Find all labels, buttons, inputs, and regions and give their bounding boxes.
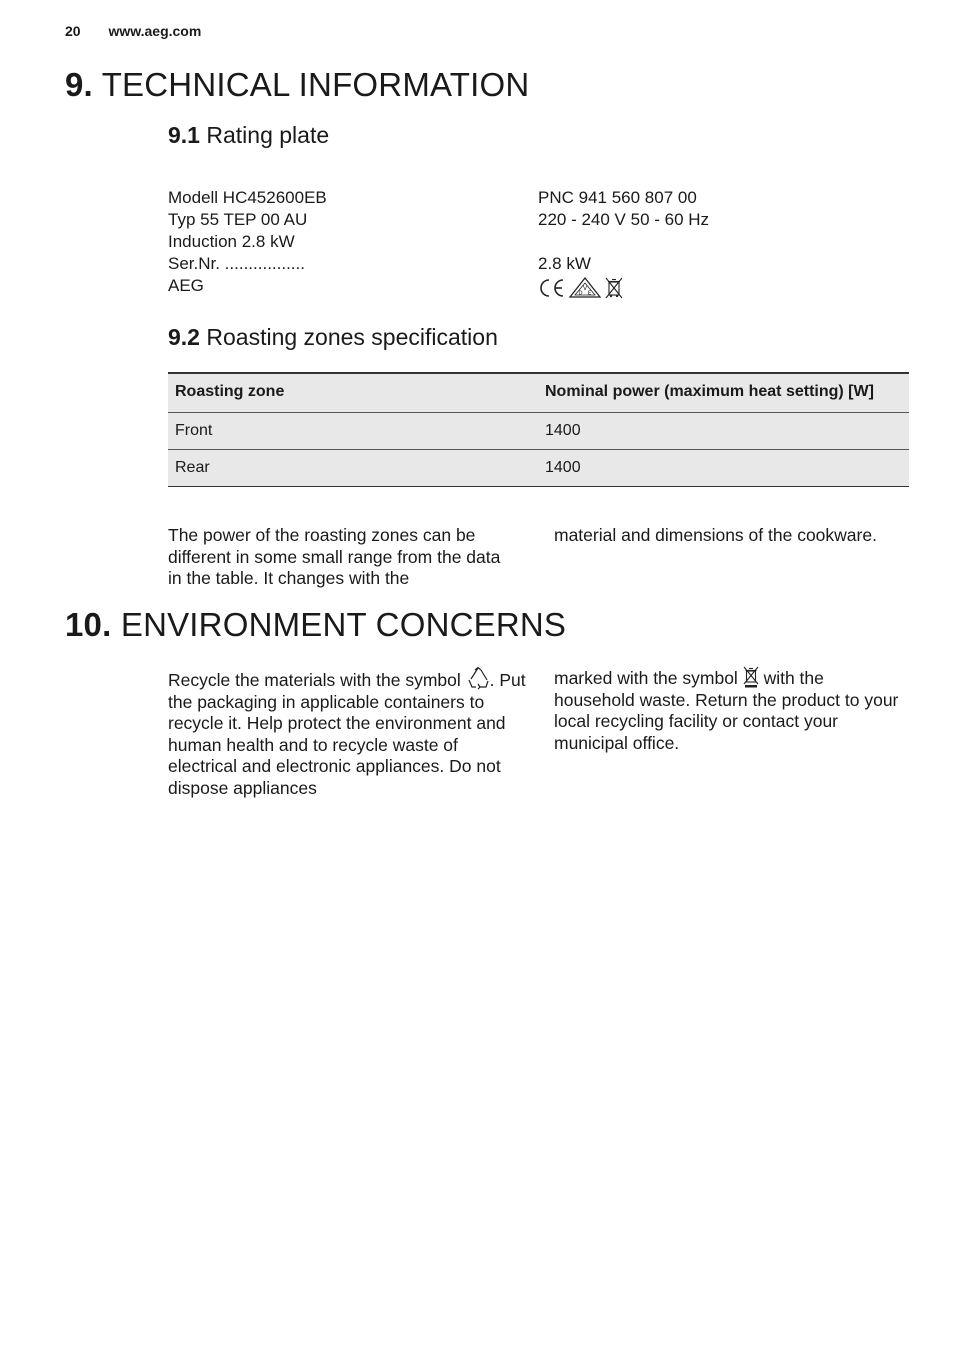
website-link[interactable]: www.aeg.com (108, 23, 202, 39)
svg-text:D: D (578, 290, 583, 297)
rating-plate-model: Modell HC452600EB (168, 188, 327, 207)
certification-marks (538, 277, 709, 299)
section-number: 10. (65, 606, 112, 643)
power-cell: 1400 (538, 413, 909, 450)
rating-plate-brand: AEG (168, 276, 204, 295)
zone-cell: Rear (168, 450, 538, 487)
section-title-technical (65, 66, 529, 104)
rating-plate-induction: Induction 2.8 kW (168, 232, 295, 251)
table-row (168, 413, 909, 450)
section-title-environment (65, 606, 566, 644)
rating-plate-serial: Ser.Nr. ................. (168, 254, 305, 273)
subsection-number: 9.2 (168, 324, 200, 350)
environment-text-right (554, 666, 904, 754)
page-header (65, 23, 201, 39)
environment-text-part: . Put the packaging in applicable containers to recycle it. Help protect the environment and human health and to recycle waste of electrical and electronic appliances. Do not dispose appliances (168, 670, 526, 798)
column-header-zone: Roasting zone (168, 373, 538, 413)
weee-bin-icon (604, 277, 624, 299)
environment-text-left (168, 666, 528, 800)
environment-text-part: with the household waste. Return the product to your local recycling facility or contact your municipal office. (554, 668, 899, 753)
recycle-icon (466, 666, 490, 690)
section-number: 9. (65, 66, 93, 103)
section-heading: TECHNICAL INFORMATION (101, 66, 530, 103)
subsection-number: 9.1 (168, 122, 200, 148)
rating-plate-pnc: PNC 941 560 807 00 (538, 188, 697, 207)
table-row (168, 450, 909, 487)
environment-text-part: marked with the symbol (554, 668, 738, 688)
svg-text:E: E (587, 290, 592, 297)
environment-text-part: Recycle the materials with the symbol (168, 670, 461, 690)
power-cell: 1400 (538, 450, 909, 487)
table-header-row (168, 373, 909, 413)
rating-plate-power: 2.8 kW (538, 254, 591, 273)
ce-mark-icon (538, 277, 566, 299)
rating-plate-voltage: 220 - 240 V 50 - 60 Hz (538, 210, 710, 229)
rating-plate-type: Typ 55 TEP 00 AU (168, 210, 308, 229)
subsection-title-roasting (168, 324, 498, 351)
roasting-note-right: material and dimensions of the cookware. (554, 525, 877, 545)
page-number: 20 (65, 23, 81, 39)
rating-plate-right-column (538, 187, 709, 299)
rating-plate-blank (538, 231, 709, 253)
rating-plate-left-column (168, 187, 327, 297)
subsection-title-rating-plate (168, 122, 329, 149)
roasting-note-left: The power of the roasting zones can be different in some small range from the data in the table. It changes with the (168, 525, 501, 589)
subsection-heading: Roasting zones specification (206, 324, 498, 350)
vde-mark-icon (569, 277, 601, 299)
roasting-zones-table (168, 372, 909, 487)
weee-bin-icon (743, 666, 759, 688)
zone-cell: Front (168, 413, 538, 450)
svg-text:V: V (582, 285, 588, 292)
subsection-heading: Rating plate (206, 122, 330, 148)
column-header-power: Nominal power (maximum heat setting) [W] (538, 373, 909, 413)
section-heading: ENVIRONMENT CONCERNS (120, 606, 567, 643)
